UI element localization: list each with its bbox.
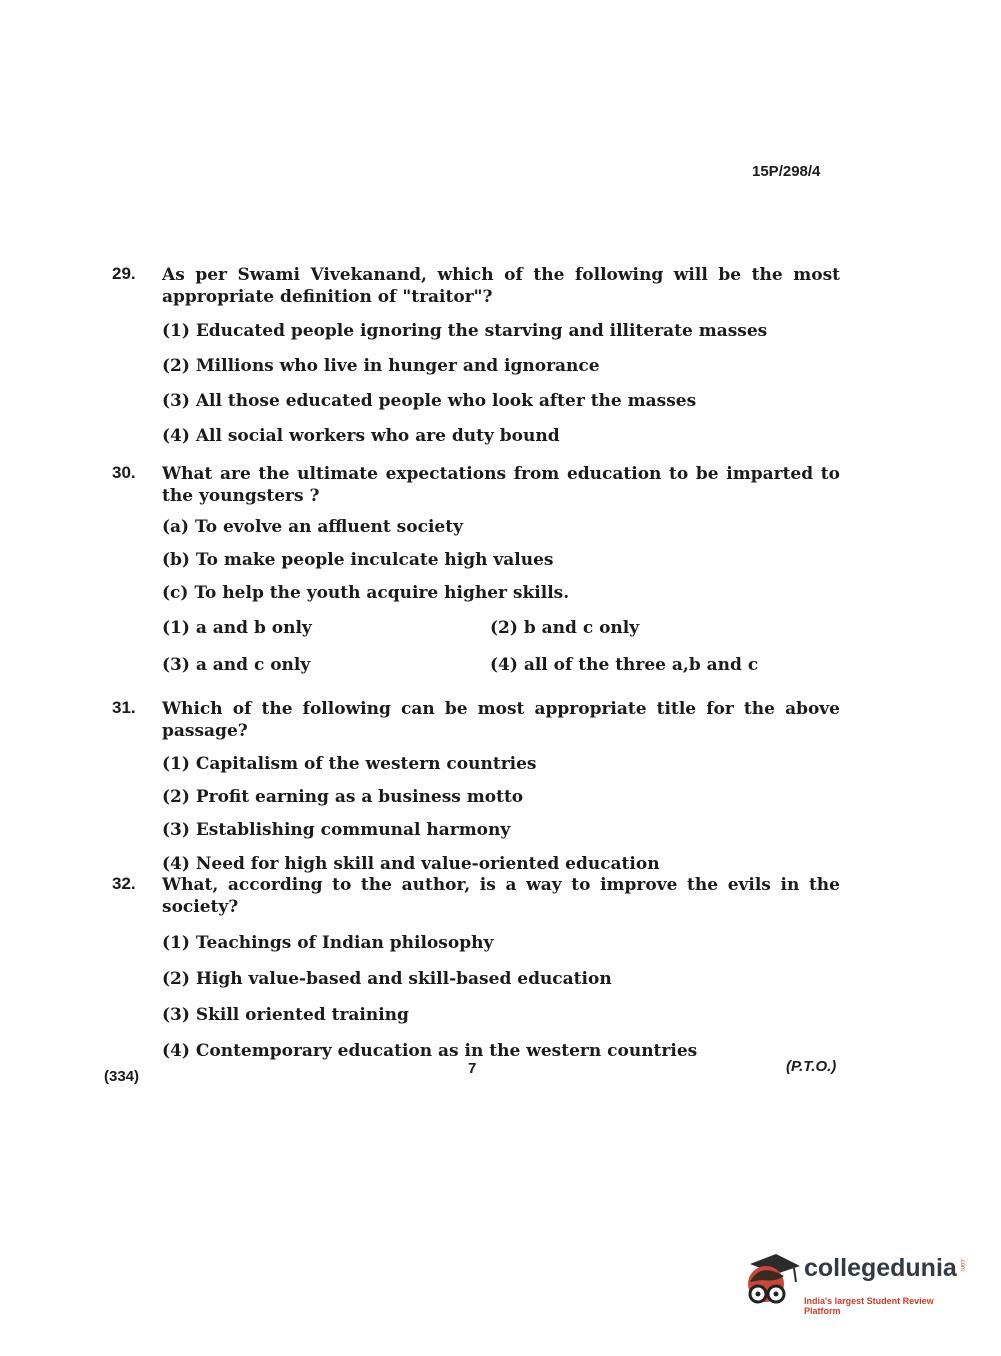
- collegedunia-logo: [742, 1252, 972, 1316]
- question-number: 30.: [112, 463, 136, 482]
- page-number: 7: [468, 1060, 477, 1077]
- pto-label: (P.T.O.): [786, 1058, 837, 1075]
- option-4: (4) All social workers who are duty bound: [162, 426, 560, 446]
- option-3: (3) Establishing communal harmony: [162, 820, 511, 840]
- logo-tagline: India's largest Student Review Platform: [804, 1296, 934, 1316]
- question-32: [112, 874, 840, 1062]
- options-row-1: [162, 617, 840, 639]
- option-3: (3) Skill oriented training: [162, 1005, 409, 1025]
- option-1: (1) a and b only: [162, 618, 312, 638]
- options-list: [162, 932, 840, 1062]
- statements-list: [162, 516, 840, 676]
- option-1: (1) Educated people ignoring the starving and illiterate masses: [162, 321, 768, 341]
- statement-a: (a) To evolve an affluent society: [162, 517, 463, 537]
- option-1: (1) Teachings of Indian philosophy: [162, 933, 494, 953]
- question-text: What are the ultimate expectations from education to be imparted to the youngsters ?: [162, 464, 840, 506]
- option-3: (3) a and c only: [162, 655, 311, 675]
- statement-c: (c) To help the youth acquire higher skills.: [162, 583, 570, 603]
- question-number: 32.: [112, 874, 136, 893]
- option-2: (2) Profit earning as a business motto: [162, 787, 524, 807]
- mascot-icon: [742, 1252, 802, 1312]
- option-4: (4) Contemporary education as in the western countries: [162, 1041, 698, 1061]
- paper-code: (334): [104, 1068, 140, 1085]
- question-29: [112, 264, 840, 447]
- option-2: (2) Millions who live in hunger and ignorance: [162, 356, 600, 376]
- statement-b: (b) To make people inculcate high values: [162, 550, 554, 570]
- option-1: (1) Capitalism of the western countries: [162, 754, 537, 774]
- question-text: As per Swami Vivekanand, which of the following will be the most appropriate definition of "traitor"?: [162, 265, 840, 307]
- option-2: (2) b and c only: [490, 618, 640, 638]
- question-31: [112, 698, 840, 875]
- option-4: (4) Need for high skill and value-oriented education: [162, 854, 660, 874]
- logo-suffix: .com: [959, 1258, 965, 1272]
- option-3: (3) All those educated people who look after the masses: [162, 391, 697, 411]
- question-number: 31.: [112, 698, 136, 717]
- question-number: 29.: [112, 264, 136, 283]
- options-list: [162, 320, 840, 447]
- question-30: [112, 463, 840, 676]
- option-4: (4) all of the three a,b and c: [490, 655, 759, 675]
- options-row-2: [162, 654, 840, 676]
- question-text: Which of the following can be most appropriate title for the above passage?: [162, 699, 840, 741]
- page-code: 15P/298/4: [752, 163, 821, 180]
- logo-name: collegedunia: [804, 1254, 957, 1282]
- question-text: What, according to the author, is a way to improve the evils in the society?: [162, 875, 840, 917]
- options-list: [162, 753, 840, 875]
- option-2: (2) High value-based and skill-based education: [162, 969, 612, 989]
